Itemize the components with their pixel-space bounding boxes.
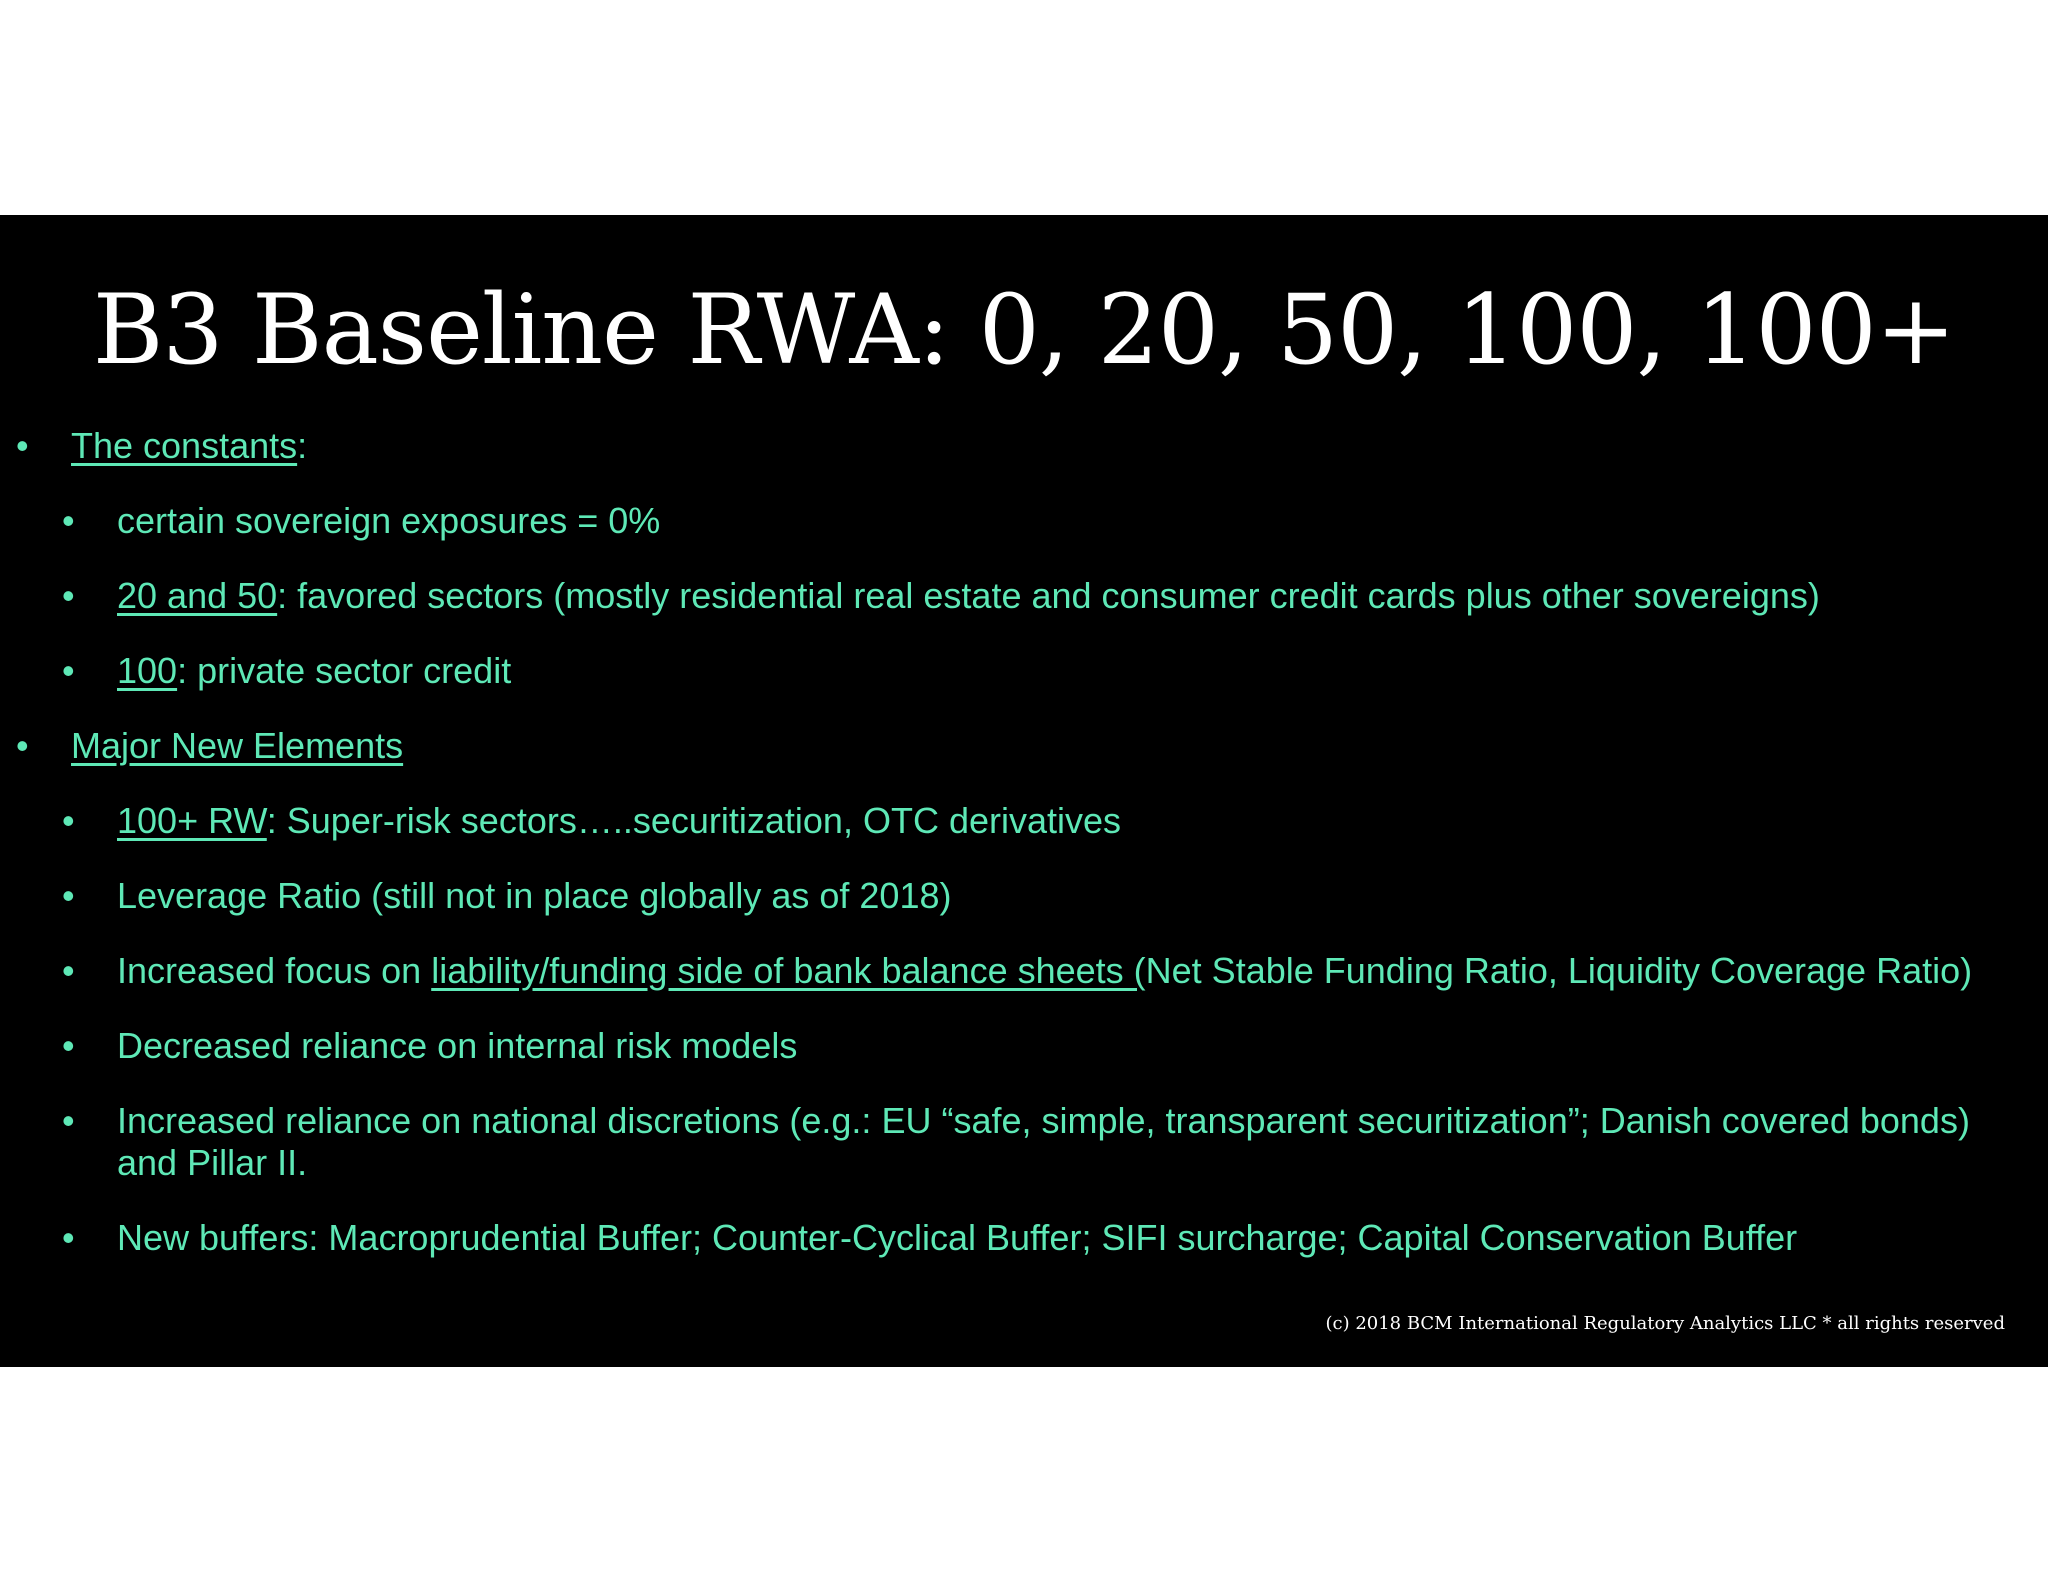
private-text: : private sector credit xyxy=(177,650,512,691)
bullet-decreased xyxy=(0,1025,2040,1067)
bullet-favored xyxy=(0,575,2040,617)
focus-text: Net Stable Funding Ratio, Liquidity Coverage Ratio) xyxy=(1145,950,1973,991)
slide-title: B3 Baseline RWA: 0, 20, 50, 100, 100+ xyxy=(92,274,1956,386)
bullet-dot: • xyxy=(62,500,75,541)
bullet-dot: • xyxy=(62,575,75,616)
bullet-dot: • xyxy=(62,650,75,691)
favored-text: : favored sectors (mostly residential real estate and consumer credit cards plus other sovereigns) xyxy=(277,575,1820,616)
major-link[interactable]: Major New Elements xyxy=(71,725,404,766)
bullet-leverage xyxy=(0,875,2040,917)
constants-suffix: : xyxy=(297,425,308,466)
increased-text: Increased reliance on national discretions (e.g.: EU “safe, simple, transparent securitization”; Danish covered bonds) and Pillar II. xyxy=(117,1100,1970,1183)
bullet-dot: • xyxy=(62,1025,75,1066)
bullet-dot: • xyxy=(62,1100,75,1141)
focus-prefix: Increased focus on xyxy=(117,950,432,991)
bullet-superrisk xyxy=(0,800,2040,842)
sovereign-text: certain sovereign exposures = 0% xyxy=(117,500,661,541)
leverage-text: Leverage Ratio (still not in place globally as of 2018) xyxy=(117,875,952,916)
bullet-dot: • xyxy=(62,1217,75,1258)
superrisk-text: : Super-risk sectors…..securitization, OTC derivatives xyxy=(266,800,1122,841)
favored-link[interactable]: 20 and 50 xyxy=(117,575,278,616)
bullet-sovereign xyxy=(0,500,2040,542)
bullet-list xyxy=(0,425,2040,1292)
copyright-footer: (c) 2018 BCM International Regulatory Analytics LLC * all rights reserved xyxy=(1325,1313,2005,1334)
bullet-dot: • xyxy=(16,425,29,466)
private-link[interactable]: 100 xyxy=(117,650,178,691)
focus-link[interactable]: liability/funding side of bank balance sheets ( xyxy=(431,950,1146,991)
bullet-focus xyxy=(0,950,2040,992)
bullet-buffers xyxy=(0,1217,2040,1259)
bullet-major xyxy=(0,725,2040,767)
bullet-private xyxy=(0,650,2040,692)
slide xyxy=(0,215,2048,1367)
buffers-text: New buffers: Macroprudential Buffer; Counter-Cyclical Buffer; SIFI surcharge; Capital Conservation Buffer xyxy=(117,1217,1798,1258)
decreased-text: Decreased reliance on internal risk models xyxy=(117,1025,798,1066)
bullet-constants xyxy=(0,425,2040,467)
bullet-dot: • xyxy=(16,725,29,766)
superrisk-link[interactable]: 100+ RW xyxy=(117,800,267,841)
constants-link[interactable]: The constants xyxy=(71,425,298,466)
bullet-dot: • xyxy=(62,875,75,916)
bullet-dot: • xyxy=(62,950,75,991)
bullet-increased xyxy=(0,1100,2040,1184)
bullet-dot: • xyxy=(62,800,75,841)
